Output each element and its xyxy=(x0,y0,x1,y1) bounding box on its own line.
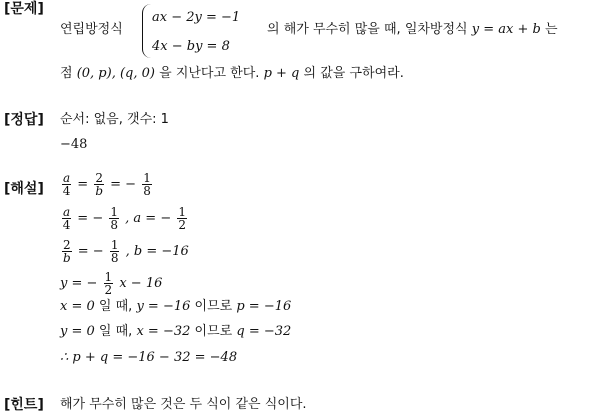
system-equation-1: ax − 2y = −1 xyxy=(152,10,241,25)
solution-line-3: $\frac{2}{b}$ = − $\frac{1}{8}$ , b = −16 xyxy=(62,238,189,265)
system-brace xyxy=(142,4,151,58)
explanation-label: [해설] xyxy=(4,181,44,197)
linear-equation: y = ax + b xyxy=(471,22,541,37)
problem-text-3: 점 xyxy=(60,66,73,81)
problem-text-2: 는 xyxy=(544,22,558,37)
problem-text-4: 을 지난다고 한다. xyxy=(159,66,260,81)
hint-text: 해가 무수히 많은 것은 두 식이 같은 식이다. xyxy=(60,397,307,412)
pq-expression: p + q xyxy=(263,66,300,81)
solution-line-1: $\frac{a}{4}$ = $\frac{2}{b}$ = − $\frac{1}{8}$ xyxy=(62,171,151,198)
hint-label: [힌트] xyxy=(4,397,44,413)
answer-meta: 순서: 없음, 갯수: 1 xyxy=(60,112,169,127)
solution-line-2: $\frac{a}{4}$ = − $\frac{1}{8}$ , a = − $\frac{1}{2}$ xyxy=(62,205,186,232)
solution-line-7: ∴ p + q = −16 − 32 = −48 xyxy=(60,350,238,365)
problem-continuation xyxy=(267,21,558,39)
problem-text-1: 의 해가 무수히 많을 때, 일차방정식 xyxy=(267,22,468,37)
system-equation-2: 4x − by = 8 xyxy=(152,39,230,54)
answer-label: [정답] xyxy=(4,112,44,128)
answer-value: −48 xyxy=(60,137,88,152)
solution-line-5: x = 0 일 때, y = −16 이므로 p = −16 xyxy=(60,299,292,314)
problem-label: [문제] xyxy=(4,1,44,17)
solution-line-6: y = 0 일 때, x = −32 이므로 q = −32 xyxy=(60,324,292,339)
solution-line-4: y = − $\frac{1}{2}$ x − 16 xyxy=(60,270,163,297)
problem-text-5: 의 값을 구하여라. xyxy=(303,66,404,81)
problem-line-2 xyxy=(60,65,404,83)
points: (0, p), (q, 0) xyxy=(76,66,155,81)
problem-intro: 연립방정식 xyxy=(60,22,123,37)
